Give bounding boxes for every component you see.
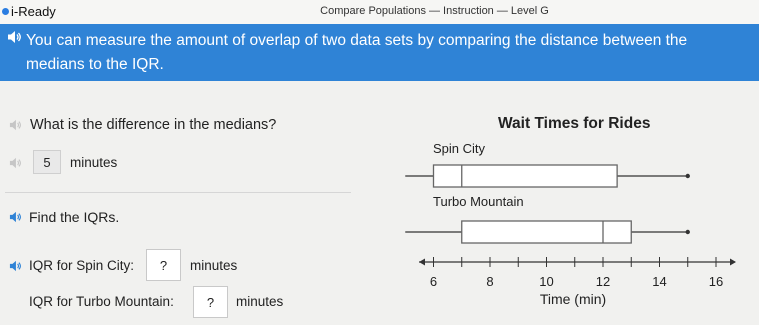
- turbo-iqr-input[interactable]: ?: [193, 286, 228, 318]
- turbo-mountain-series-label: Turbo Mountain: [433, 194, 524, 209]
- x-tick-label: 8: [486, 274, 494, 289]
- median-difference-answer: 5: [33, 150, 61, 174]
- spin-iqr-label: IQR for Spin City:: [29, 258, 135, 273]
- question-difference-medians: What is the difference in the medians?: [30, 117, 277, 133]
- x-axis-label: Time (min): [539, 291, 607, 307]
- spin-iqr-unit: minutes: [190, 258, 238, 273]
- question-find-iqrs: Find the IQRs.: [29, 209, 120, 225]
- x-tick-label: 16: [708, 274, 724, 289]
- axis-left-arrow: [419, 259, 425, 266]
- banner-text: You can measure the amount of overlap of two data sets by comparing the distance between the medians to the IQR.: [26, 32, 688, 73]
- x-tick-label: 6: [429, 274, 438, 289]
- x-tick-label: 14: [652, 274, 667, 289]
- spin-city-max-point: [686, 174, 690, 178]
- x-tick-label: 12: [595, 274, 611, 289]
- median-difference-unit: minutes: [70, 155, 118, 170]
- turbo-mountain-max-point: [686, 230, 690, 234]
- x-tick-label: 10: [539, 274, 554, 289]
- chart-title: Wait Times for Rides: [498, 115, 651, 132]
- app-name-text: i-Ready: [11, 4, 56, 19]
- axis-right-arrow: [730, 259, 736, 266]
- spin-city-series-label: Spin City: [433, 141, 486, 156]
- turbo-iqr-label: IQR for Turbo Mountain:: [29, 294, 174, 309]
- turbo-iqr-unit: minutes: [236, 294, 284, 309]
- spin-city-box: [434, 165, 618, 187]
- turbo-mountain-box: [462, 221, 632, 243]
- spin-iqr-input[interactable]: ?: [146, 249, 181, 281]
- lesson-title: Compare Populations — Instruction — Level G: [320, 5, 549, 17]
